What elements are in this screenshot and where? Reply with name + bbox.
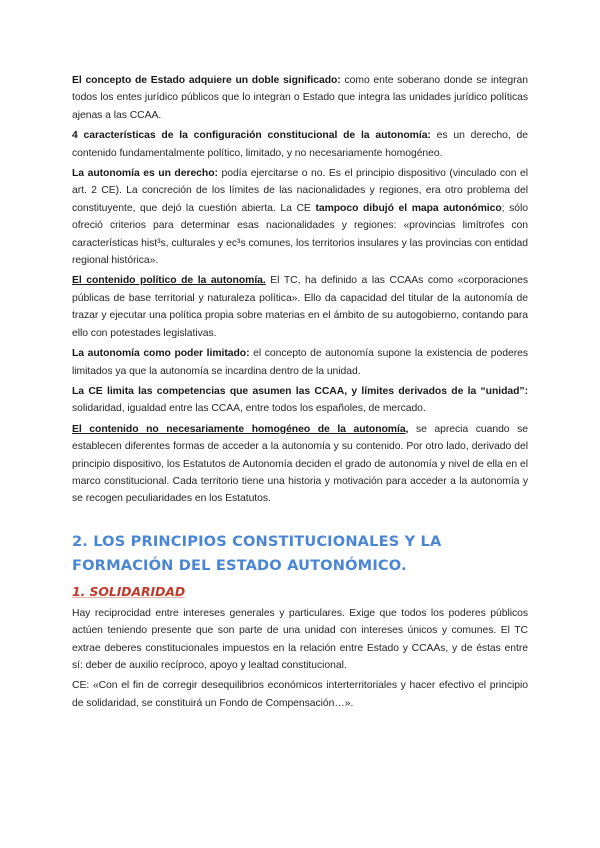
paragraph-ce-fondo: CE: «Con el fin de corregir desequilibrios económicos interterritoriales y hacer efectivo el principio de solidaridad, se constituirá un Fondo de Compensación…». [72,680,528,709]
paragraph-text: solidaridad, igualdad entre las CCAA, entre todos los españoles, de mercado. [72,403,426,415]
section-heading: 2. LOS PRINCIPIOS CONSTITUCIONALES Y LA FORMACIÓN DEL ESTADO AUTONÓMICO. [72,532,442,574]
paragraph-lead: El concepto de Estado adquiere un doble significado: [72,75,341,86]
paragraph-text: el concepto de autonomía supone la existencia de poderes limitados ya que la autonomía se incardina dentro de la unidad. [72,348,528,377]
paragraph-solidaridad: Hay reciprocidad entre intereses generales y particulares. Exige que todos los poderes públicos actúen teniendo presente que son parte de una unidad con intereses únicos y comunes. El TC extrae deberes constitucionales impuestos en la relación entre Estado y CCAAs, y de éstas entre sí: deber de auxilio recíproco, apoyo y lealtad constitucional. [72,607,528,671]
paragraph-lead: La autonomía como poder limitado: [72,348,250,360]
paragraph-caracteristicas [72,127,528,162]
paragraph-text: como ente soberano donde se integran todos los entes jurídico públicos que lo integran o Estado que integra las unidades jurídico políticas ajenas a las CCAA. [72,75,528,121]
paragraph-lead: La CE limita las competencias que asumen las CCAA, y límites derivados de la “unidad”: [72,385,528,397]
paragraph-derecho [72,165,528,269]
subsection-heading: 1. SOLIDARIDAD [72,583,186,599]
paragraph-lead: 4 características de la configuración constitucional de la autonomía: [72,130,431,142]
paragraph-emphasis: tampoco dibujó el mapa autonómico [315,202,502,214]
paragraph-tail: ; sólo ofreció criterios para determinar esas nacionalidades y regiones: «provincias limítrofes con características hist³s, culturales y ec³s comunes, los territorios insulares y las provincias con entidad regional histórica». [72,202,528,267]
document-page [72,72,528,715]
paragraph-limites [72,383,528,418]
paragraph-no-homogeneo [72,421,528,508]
paragraph-estado [72,72,528,124]
paragraph-poder-limitado [72,345,528,380]
paragraph-contenido-politico [72,272,528,342]
paragraph-lead: El contenido no necesariamente homogéneo de la autonomía, [72,423,409,435]
paragraph-text: El TC, ha definido a las CCAAs como «corporaciones públicas de base territorial y naturaleza política». Ello da capacidad del titular de la autonomía de trazar y ejecutar una política propia sobre materias en el ámbito de su autogobierno, contando para ello con potestades legislativas. [72,275,528,339]
paragraph-text: se aprecia cuando se establecen diferentes formas de acceder a la autonomía y su contenido. Por otro lado, derivado del principio dispositivo, los Estatutos de Autonomía deciden el grado de autonomía y nivel de ella en el marco constitucional. Cada territorio tiene una historia y motivación para acceder a la autonomía y se recogen peculiaridades en los Estatutos. [72,423,528,505]
paragraph-lead: La autonomía es un derecho: [72,168,218,180]
paragraph-lead: El contenido político de la autonomía. [72,275,266,287]
paragraph-text: es un derecho, de contenido fundamentalmente político, limitado, y no necesariamente homogéneo. [72,130,528,159]
paragraph-text: podía ejercitarse o no. Es el principio dispositivo (vinculado con el art. 2 CE). La concreción de los límites de las nacionalidades y regiones, era otro problema del constituyente, que dejó la cuestión abierta. La CE [72,168,528,214]
